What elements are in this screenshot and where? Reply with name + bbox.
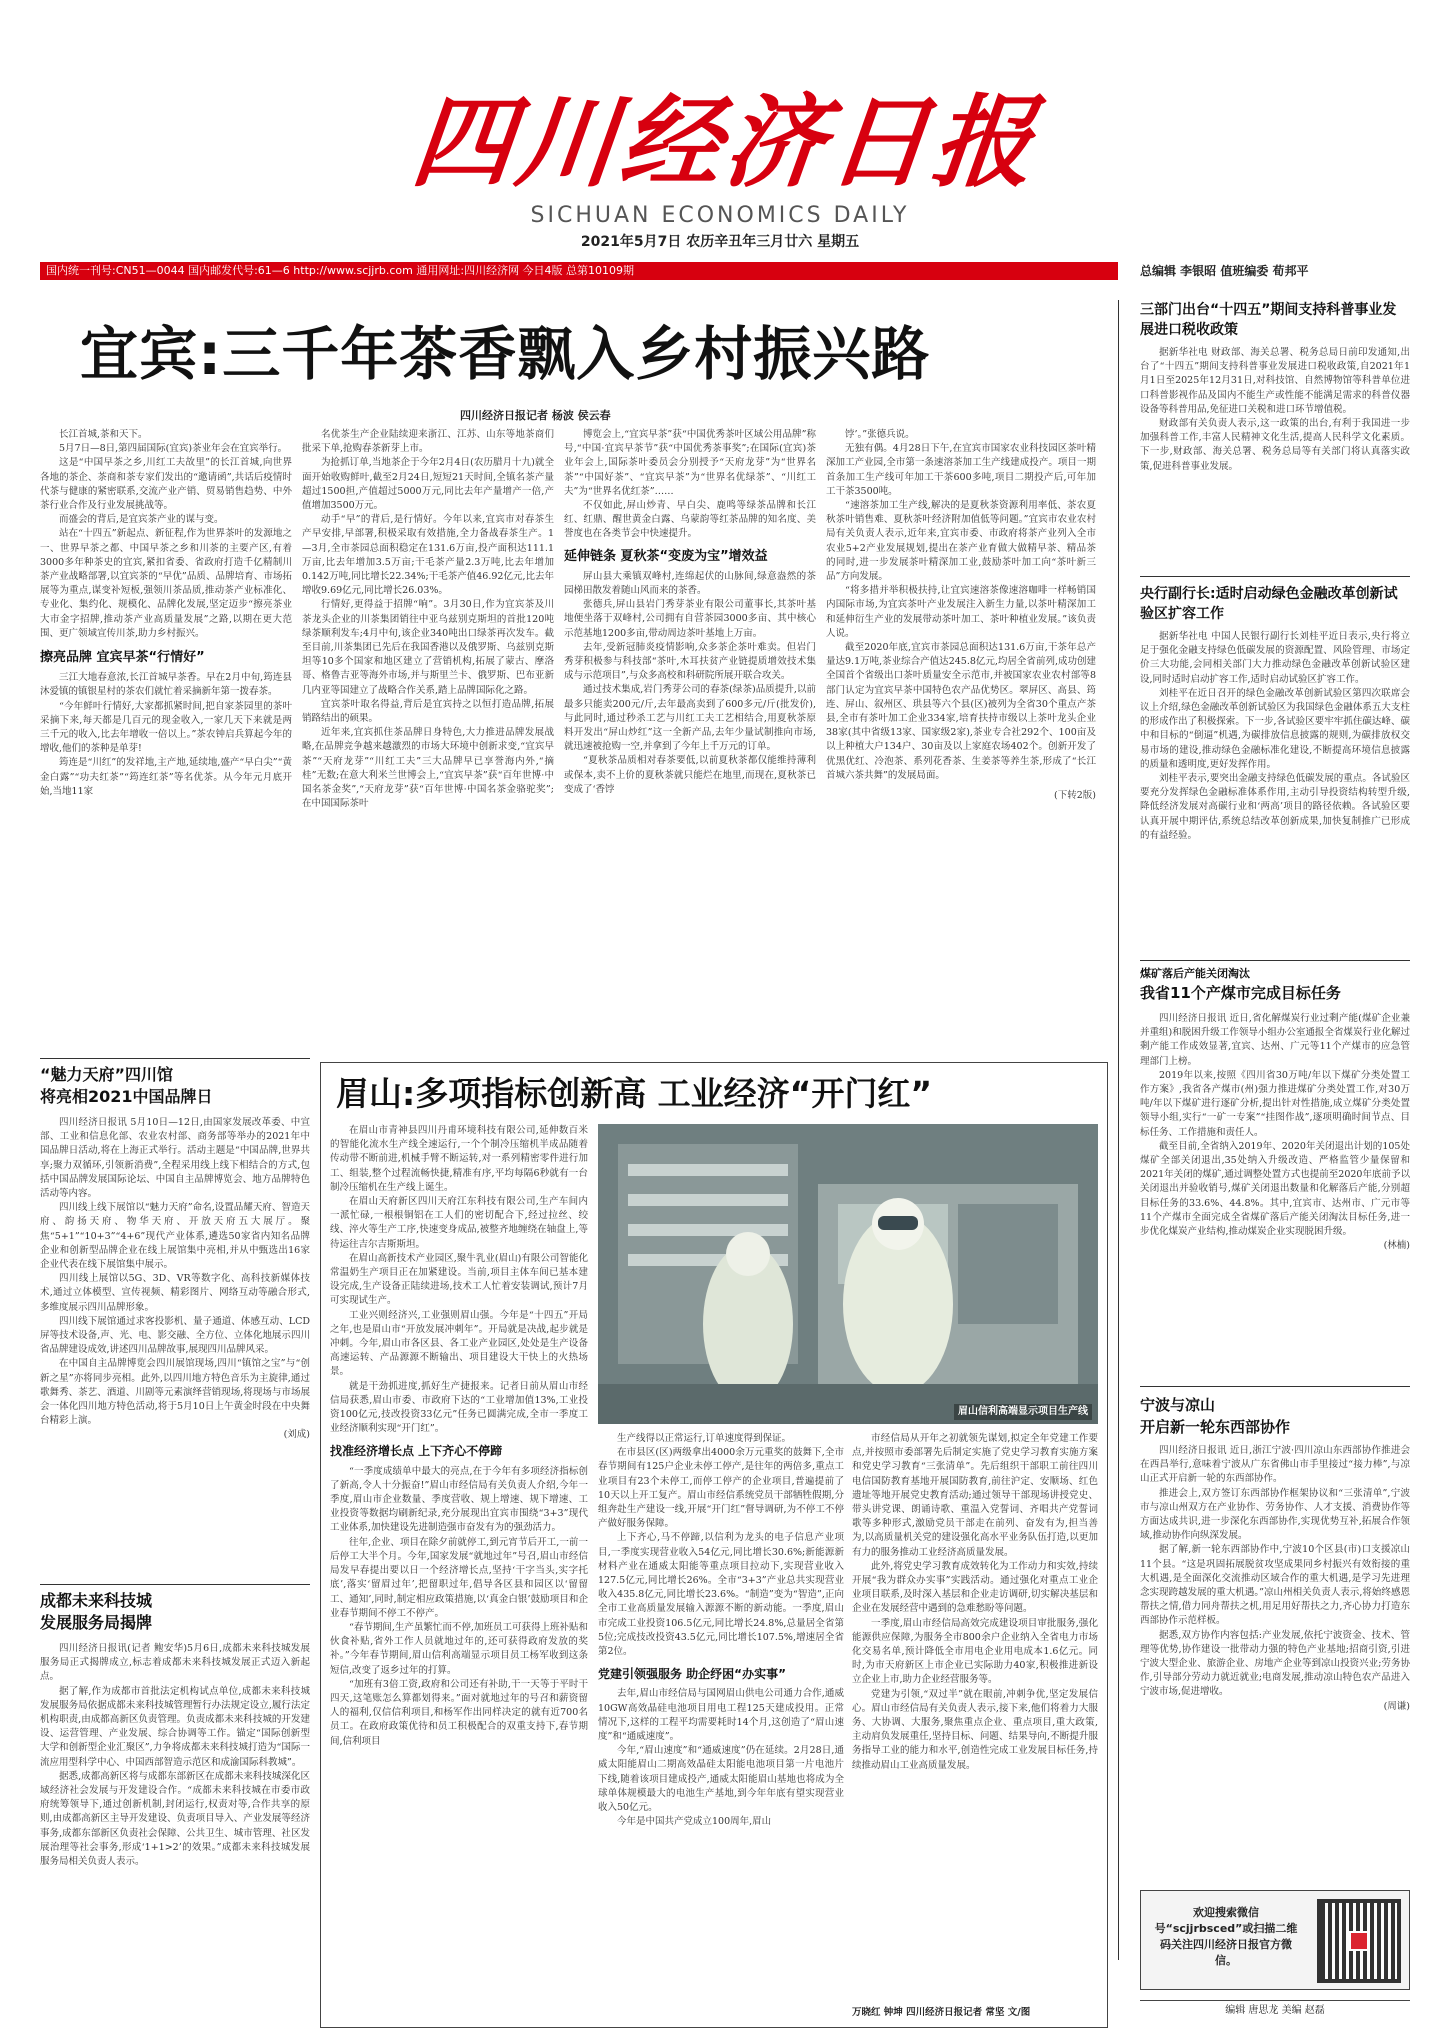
- right-story-4-title-2: 开启新一轮东西部协作: [1140, 1418, 1291, 1436]
- info-bar: [40, 262, 1118, 280]
- paragraph: “夏秋茶品质相对春茶要低,以前夏秋茶都仅能维持薄利或保本,卖不上价的夏秋茶就只能烂在地里,而现在,夏秋茶已变成了‘香饽: [564, 755, 816, 795]
- chengdu-body: [40, 1642, 310, 2032]
- meishan-title: 眉山:多项指标创新高 工业经济“开门红”: [336, 1074, 933, 1113]
- paragraph: “一季度成绩单中最大的亮点,在于今年有多项经济指标创了新高,令人十分振奋!”眉山市经信局有关负责人介绍,今年一季度,眉山市企业数量、季度营收、规上增速、规下增速、工业投资等数据均刷新纪录,充分展现出宜宾市围绕“3+3”现代工业体系,加快建设先进制造强市奋发有为的强劲活力。: [330, 1465, 588, 1534]
- photo-caption: 眉山信利高端显示项目生产线: [954, 1404, 1092, 1421]
- right-story-4-author: (周谦): [1383, 1700, 1410, 1712]
- paragraph: 在市县区(区)两级拿出4000余万元重奖的鼓舞下,全市春节期间有125户企业未停工停产,是往年的两倍多,重点工业项目有23个未停工,而停工停产的企业项目,普遍提前了10天以上开工复产。眉山市经信系统党员干部牺牲假期,分组奔赴生产建设一线,开展“开门红”督导调研,为不停工不停产做好服务保障。: [598, 1447, 844, 1530]
- lead-subhead-1: 擦亮品牌 宜宾早茶“行情好”: [40, 650, 205, 666]
- paragraph: 在中国自主品牌博览会四川展馆现场,四川“镇馆之宝”与“创新之星”亦将同步亮相。此外,以四川地方特色音乐为主旋律,通过歌舞秀、茶艺、酒道、川剧等元素演绎营销现场,将现场与市场展会一体化四川地方特色活动,将于5月10日上午黄金时段在中央舞台精彩上演。: [40, 1358, 310, 1427]
- lead-col-2: [302, 428, 554, 811]
- paragraph: 行情好,更得益于招牌“响”。3月30日,作为宜宾茶及川茶龙头企业的川茶集团销往中亚乌兹别克斯坦的首批120吨绿茶顺利发车;4月中旬,该企业340吨出口绿茶再次发车。截至目前,川茶集团已先后在我国香港以及俄罗斯、乌兹别克斯坦等10多个国家和地区建立了营销机构,拓展了蒙古、摩洛哥、格鲁吉亚等海外市场,并与斯里兰卡、俄罗斯、巴布亚新几内亚等国建立了战略合作关系,踏上品牌国际化之路。: [302, 599, 554, 696]
- paragraph: 无独有偶。4月28日下午,在宜宾市国家农业科技园区茶叶精深加工产业园,全市第一条速溶茶加工生产线建成投产。项目一期首条加工生产线可年加工干茶600多吨,项目二期投产后,可年加工干茶3500吨。: [826, 443, 1096, 497]
- paragraph: 据悉,成都高新区将与成都东部新区在成都未来科技城深化区域经济社会发展与开发建设合作。“成都未来科技城在市委市政府统筹领导下,通过创新机制,封闭运行,权责对等,合作共享的原则,由成都高新区主导开发建设、负责项目导入、产业发展等经济事务,成都东部新区负责社会保障、公共卫生、城市管理、社区发展治理等社会事务,形成‘1+1>2’的效果。”成都未来科技城发展服务局相关负责人表示。: [40, 1770, 310, 1868]
- paragraph: 通过技术集成,岩门秀芽公司的春茶(绿茶)品质提升,以前最多只能卖200元/斤,去年最高卖到了600多元/斤(批发价),与此同时,通过秒杀工艺与川红工夫工艺相结合,用夏秋茶原料开发出“屏山炒红”这一全新产品,去年少量试制推向市场,就迅速被抢购一空,并拿到了今年上千万元的订单。: [564, 684, 816, 753]
- paragraph: 四川经济日报讯 近日,浙江宁波·四川凉山东西部协作推进会在西昌举行,意味着宁波从广东省佛山市手里接过“接力棒”,与凉山正式开启新一轮的东西部协作。: [1140, 1445, 1410, 1485]
- tea-fair-title-2: 将亮相2021中国品牌日: [40, 1087, 213, 1106]
- paragraph: 截至目前,全省纳入2019年、2020年关闭退出计划的105处煤矿全部关闭退出,35处纳入升级改造、严格监管少量保留和2021年关闭的煤矿,通过调整处置方式也提前至2020年底前予以关闭退出并验收销号,煤矿关闭退出数量和化解落后产能,分别超目标任务的33.6%、44.8%。其中,宜宾市、达州市、广元市等11个产煤市全面完成全省煤矿落后产能关闭淘汰目标任务,进一步优化煤炭产业结构,推动煤炭企业实现脱困升级。: [1140, 1140, 1410, 1238]
- qr-box: [1140, 1890, 1410, 1990]
- paragraph: 财政部有关负责人表示,这一政策的出台,有利于我国进一步加强科普工作,丰富人民精神文化生活,提高人民科学文化素质。下一步,财政部、海关总署、税务总局等有关部门将认真落实政策,促进科普事业发展。: [1140, 418, 1410, 472]
- paragraph: 此外,将党史学习教育成效转化为工作动力和实效,持续开展“我为群众办实事”实践活动。通过强化对重点工业企业项目联系,及时深入基层和企业走访调研,切实解决基层和企业在发展经营中遇到的急难愁盼等问题。: [852, 1560, 1098, 1615]
- meishan-col-1: [330, 1124, 588, 2020]
- right-story-1-title: 三部门出台“十四五”期间支持科普事业发展进口税收政策: [1140, 302, 1397, 338]
- paragraph: 为抢抓订单,当地茶企于今年2月4日(农历腊月十九)就全面开始收购鲜叶,截至2月24日,短短21天时间,全镇名茶产量超过1500担,产值超过5000万元,同比去年产量增产一倍,产值增加3500万元。: [302, 457, 554, 512]
- right-story-3-body: [1140, 1012, 1410, 1253]
- lead-title: 宜宾:三千年茶香飘入乡村振兴路: [80, 320, 931, 388]
- paragraph: 饽’。”张德兵说。: [845, 429, 915, 440]
- paragraph: 在眉山天府新区四川天府江东科技有限公司,生产车间内一派忙碌,一根根铜铝在工人们的密切配合下,经过拉丝、绞线、淬火等生产工序,快速变身成品,被整齐地缠绕在轴盘上,等待运往吉尔吉斯斯坦。: [330, 1196, 588, 1250]
- right-story-3-author: (林楠): [1383, 1240, 1410, 1252]
- lead-col-1: [40, 428, 292, 799]
- paragraph: 在眉山高新技术产业园区,聚牛乳业(眉山)有限公司智能化常温奶生产项目正在加紧建设。当前,项目主体车间已基本建设完成,生产设备正陆续进场,技术工人忙着安装调试,预计7月可实现试生产。: [330, 1252, 588, 1307]
- divider: [1140, 960, 1410, 961]
- meishan-subhead-2: 党建引领强服务 助企纾困“办实事”: [598, 1667, 786, 1682]
- paragraph: 四川线下展馆通过求客投影机、量子通道、体感互动、LCD屏等技术设备,声、光、电、影交融、全方位、立体化地展示四川省品牌建设成效,讲述四川品牌故事,展现四川品牌风采。: [40, 1315, 310, 1356]
- lead-col-4: [826, 428, 1096, 803]
- paragraph: 一季度,眉山市经信局高效完成建设项目审批服务,强化能源供应保障,为服务全市800余户企业纳入全省电力市场化交易名单,预计降低全市用电企业用电成本1.6亿元。同时,为市天府新区上市企业已实际助力40家,积极推进新设立企业上市,助力企业经营服务等。: [852, 1617, 1098, 1686]
- continued-note: (下转2版): [1054, 790, 1096, 802]
- chengdu-title-2: 发展服务局揭牌: [40, 1613, 153, 1632]
- factory-photo: [598, 1124, 1098, 1424]
- paragraph: 2019年以来,按照《四川省30万吨/年以下煤矿分类处置工作方案》,我省各产煤市(州)强力推进煤矿分类处置工作,对30万吨/年以下煤矿进行逐矿分析,提出针对性措施,成立煤矿分类处置领导小组,实行“一矿一专案”“挂图作战”,逐项明确时间节点、目标任务、工作措施和责任人。: [1140, 1069, 1410, 1138]
- paragraph: “速溶茶加工生产线,解决的是夏秋茶资源利用率低、茶农夏秋茶叶销售难、夏秋茶叶经济附加值低等问题。”宜宾市农业农村局有关负责人表示,近年来,宜宾市委、市政府将茶产业列入全市农业5+2产业发展规划,提出在茶产业育做大做精早茶、精品茶的同时,进一步发展茶叶精深加工业,鼓励茶叶加工向“茶叶新三品”方向发展。: [826, 500, 1096, 583]
- right-story-2-title: 央行副行长:适时启动绿色金融改革创新试验区扩容工作: [1140, 586, 1398, 622]
- paragraph: 刘桂平表示,要突出金融支持绿色低碳发展的重点。各试验区要充分发挥绿色金融标准体系作用,主动引导投资结构转型升级,降低经济发展对高碳行业和‘两高’项目的路径依赖。各试验区要认真开展中期评估,系统总结改革创新成果,加快复制推广已形成的有益经验。: [1140, 773, 1410, 841]
- masthead-en: SICHUAN ECONOMICS DAILY: [530, 203, 910, 228]
- paragraph: 筠连是“川红”的发祥地,主产地,延续地,盛产“早白尖”“黄金白露”“功夫红茶”“筠连红茶”等名优茶。从今年元月底开始,当地11家: [40, 757, 292, 797]
- masthead-logo: [406, 82, 1044, 202]
- paragraph: “加班有3倍工资,政府和公司还有补助,干一天等于平时干四天,这笔账怎么算都划得来。”面对就地过年的号召和薪资留人的福利,仅信信利项目,和杨军作出同样决定的就有近700名员工。在政府政策优待和员工积极配合的双重支持下,春节期间,信利项目: [330, 1678, 588, 1747]
- paragraph: 四川经济日报讯 5月10日—12日,由国家发展改革委、中宣部、工业和信息化部、农业农村部、商务部等举办的2021年中国品牌日活动,将在上海正式举行。活动主题是“中国品牌,世界共享;聚力双循环,引领新消费”,全程采用线上线下相结合的方式,包括中国品牌发展国际论坛、中国自主品牌博览会、地方品牌特色活动等内容。: [40, 1117, 310, 1200]
- paragraph: 今年是中国共产党成立100周年,眉山: [617, 1816, 772, 1828]
- paragraph: 就是干劲抓进度,抓好生产捷报来。记者日前从眉山市经信局获悉,眉山市委、市政府下达的“工业增加值13%,工业投资100亿元,技改投资33亿元”任务已圆满完成,全市一季度工业经济顺利实现“开门红”。: [330, 1380, 588, 1435]
- tea-fair-title: [40, 1064, 310, 1108]
- paragraph: 在眉山市青神县四川丹甫环境科技有限公司,延伸数百米的智能化流水生产线全速运行,一个个制冷压缩机半成品随着传动带不断前进,机械手臂不断运转,对一系列精密零件进行加工、组装,整个过程流畅快捷,精准有序,平均每隔6秒就有一台制冷压缩机在生产线上诞生。: [330, 1125, 588, 1193]
- paragraph: 去年,受新冠肺炎疫情影响,众多茶企茶叶难卖。但岩门秀芽积极参与科技部“茶叶,木耳扶贫产业链提质增效技术集成与示范项目”,与众多高校和科研院所展开联合攻关。: [564, 641, 816, 682]
- paragraph: 今年,“眉山速度”和“通威速度”仍在延续。2月28日,通威太阳能眉山二期高效晶硅太阳能电池项目第一片电池片下线,随着该项目建成投产,通威太阳能眉山基地也将成为全球单体规模最大的电池生产基地,到今年年底有望实现营业收入50亿元。: [598, 1745, 844, 1814]
- paragraph: 博览会上,“宜宾早茶”获“中国优秀茶叶区域公用品牌”称号,“中国·宜宾早茶节”获“中国优秀茶事奖”;在国际(宜宾)茶业年会上,国际茶叶委员会分别授予“天府龙芽”为“世界名茶”“中国好茶”、“宜宾早茶”为“世界名优绿茶”、“川红工夫”为“世界名优红茶”……: [564, 429, 816, 497]
- paragraph: 推进会上,双方签订东西部协作框架协议和“三张清单”,宁波市与凉山州双方在产业协作、劳务协作、人才支援、消费协作等方面达成共识,进一步深化东西部协作,实现优势互补,拓展合作领域,推动协作向纵深发展。: [1140, 1487, 1410, 1542]
- paragraph: 屏山县大乘镇双峰村,连绵起伏的山脉间,绿意盎然的茶园梯田散发着随山风而来的茶香。: [564, 570, 816, 597]
- lead-byline: 四川经济日报记者 杨波 侯云春: [460, 409, 611, 422]
- paragraph: 而盛会的背后,是宜宾茶产业的谋与变。: [59, 514, 224, 526]
- meishan-byline: 万晓红 钟坤 四川经济日报记者 常坚 文/图: [852, 2007, 1031, 2018]
- divider: [1140, 576, 1410, 577]
- paragraph: 据了解,新一轮东西部协作中,宁波10个区县(市)口支援凉山11个县。“这是巩固拓展脱贫攻坚成果同乡村振兴有效衔接的重大机遇,是全面深化交流推动区域合作的重大机遇,是学习先进理念实现跨越发展的重大机遇。”凉山州相关负责人表示,将始终感恩帮扶之情,借力同舟帮扶之机,用足用好帮扶之力,齐心协力打造东西部协作示范样板。: [1140, 1544, 1410, 1627]
- right-story-4-body: [1140, 1444, 1410, 1884]
- paragraph: 站在“十四五”新起点、新征程,作为世界茶叶的发源地之一、世界早茶之都、中国早茶之乡和川茶的主要产区,有着3000多年种茶史的宜宾,紧扣省委、省政府打造千亿精制川茶产业战略部署,以宜宾茶的“早优”品质、品牌培育、市场拓展等为重点,谋变补短板,强领川茶品质,推动茶产业标准化、专业化、集约化、规模化、品牌化发展,坚定迈步“擦亮茶业大市金字招牌,推动茶产业高质量发展”之路,以期在更大范围、更广领域宣传川茶,助力乡村振兴。: [40, 528, 292, 639]
- paragraph: 市经信局从开年之初就领先谋划,拟定全年党建工作要点,并按照市委部署先后制定实施了党史学习教育实施方案和党史学习教育“三张清单”。先后组织干部职工前往四川电信国防教育基地开展国防教育,前往沪定、安顺场、红色遗址等地开展党史教育活动;通过领导干部现场讲授党史、带头讲党课、朗诵诗歌、重温入党誓词、齐唱共产党誓词歌等多种形式,激励党员干部走在前列、奋发有为,担当善为,以高质量机关党的建设强化高水平业务队伍打造,以更加有力的服务推动工业经济高质量发展。: [852, 1433, 1098, 1558]
- meishan-col-2: [598, 1432, 844, 2020]
- right-story-3-title: [1140, 966, 1410, 1004]
- masthead-title: 四川经济日报: [406, 82, 1044, 201]
- paragraph: 据新华社电 中国人民银行副行长刘桂平近日表示,央行将立足于强化金融支持绿色低碳发展的资源配置、风险管理、市场定价三大功能,会同相关部门大力推动绿色金融改革创新试验区建设,同时适时启动扩容工作,适时启动试验区扩容工作。: [1140, 631, 1410, 685]
- meishan-subhead-1: 找准经济增长点 上下齐心不停蹄: [330, 1444, 503, 1459]
- paragraph: 三江大地春意浓,长江首城早茶香。早在2月中旬,筠连县沐爱镇的镇银星村的茶农们就忙着采摘新年第一拨春茶。: [40, 672, 292, 698]
- paragraph: 据新华社电 财政部、海关总署、税务总局日前印发通知,出台了“十四五”期间支持科普事业发展进口税收政策,自2021年1月1日至2025年12月31日,对科技馆、自然博物馆等科普单位进口科普影视作品及国内不能生产或性能不能满足需求的科普仪器设备等科普用品,免征进口关税和进口环节增值税。: [1140, 347, 1410, 415]
- paragraph: 四川经济日报讯 近日,省化解煤炭行业过剩产能(煤矿企业兼并重组)和脱困升级工作领导小组办公室通报全省煤炭行业化解过剩产能工作成效显著,宜宾、达州、广元等11个产煤市的应急管理部门上榜。: [1140, 1013, 1410, 1067]
- paragraph: 四川线上展馆以5G、3D、VR等数字化、高科技新媒体技术,通过立体模型、宣传视频、精彩图片、网络互动等融合形式,多维度展示四川品牌形象。: [40, 1273, 310, 1313]
- paragraph: “将多措并举积极扶持,让宜宾速溶茶像速溶咖啡一样畅销国内国际市场,为宜宾茶叶产业发展注入新生力量,以茶叶精深加工和延伸衍生产业的发展带动茶叶加工、茶叶种植业发展。”该负责人说。: [826, 585, 1096, 639]
- paragraph: 张德兵,屏山县岩门秀芽茶业有限公司董事长,其茶叶基地便坐落于双峰村,公司拥有自营茶园3000多亩、其中核心示范基地1200多亩,带动周边茶叶基地上万亩。: [564, 599, 816, 639]
- paragraph: 党建为引领,“双过半”就在眼前,冲刺争优,坚定发展信心。眉山市经信局有关负责人表示,接下来,他们将着力大服务、大协调、大服务,聚焦重点企业、重点项目,重大政策,主动肩负发展重任,坚持目标、问题、结果导向,不断提升服务指导工业的能力和水平,创造性完成工业发展目标任务,持续推动眉山工业高质量发展。: [852, 1688, 1098, 1771]
- paragraph: 工业兴则经济兴,工业强则眉山强。今年是“十四五”开局之年,也是眉山市“开放发展冲刺年”。开局就是决战,起步就是冲刺。今年,眉山市各区县、各工业产业园区,处处是生产设备高速运转、产品源源不断输出、项目建设大干快上的火热场景。: [330, 1309, 588, 1378]
- paragraph: 这是“中国早茶之乡,川红工夫故里”的长江首城,向世界各地的茶企、茶商和茶专家们发出的“邀请函”,共话后疫情时代茶与健康的紧密联系,交流产业产销、贸易销售趋势、中外茶行业合作及行业发展挑战等。: [40, 457, 292, 512]
- right-story-3-headline: 我省11个产煤市完成目标任务: [1140, 984, 1341, 1002]
- page-editors: 编辑 唐思龙 美编 赵磊: [1140, 2000, 1410, 2019]
- paragraph: 不仅如此,屏山炒青、早白尖、鹿鸣等绿茶品牌和长江红、红鼎、醒世黄金白露、乌蒙韵等红茶品牌的知名度、美誉度也在各类节会中快速提升。: [564, 500, 816, 540]
- divider: [1140, 1386, 1410, 1387]
- paragraph: 四川经济日报讯(记者 鲍安华)5月6日,成都未来科技城发展服务局正式揭牌成立,标志着成都未来科技城发展正式迈入新起点。: [40, 1643, 310, 1683]
- lead-col-3: [564, 428, 816, 797]
- chengdu-title-1: 成都未来科技城: [40, 1591, 153, 1610]
- right-story-2-body: [1140, 630, 1410, 843]
- paragraph: 长江首城,茶和天下。: [59, 429, 148, 440]
- info-bar-text: 国内统一刊号:CN51—0044 国内邮发代号:61—6 http://www.scjjrb.com 通用网址:四川经济网 今日4版 总第10109期: [46, 264, 635, 277]
- factory-photo-art: [598, 1124, 1098, 1424]
- paragraph: 宜宾茶叶取名得益,背后是宜宾持之以恒打造品牌,拓展销路结出的硕果。: [302, 698, 554, 725]
- chief-editors: 总编辑 李银昭 值班编委 荀邦平: [1140, 264, 1309, 278]
- paragraph: “今年鲜叶行情好,大家都抓紧时间,把自家茶园里的茶叶采摘下来,每天都是几百元的现金收入,一家几天下来就是两三千元的收入,比去年增收一倍以上。”茶农钟启兵算起今年的增收,他们的茶种是单芽!: [40, 700, 292, 755]
- paragraph: 生产线得以正常运行,订单速度得到保证。: [617, 1433, 792, 1444]
- paragraph: 动手“早”的背后,是行情好。今年以来,宜宾市对春茶生产早安排,早部署,积极采取有效措施,全力备战春茶生产。1—3月,全市茶园总面积稳定在131.6万亩,投产面积达111.1万亩,比去年增加3.5万亩;干毛茶产量2.3万吨,比去年增加0.142万吨,同比增长22.34%;干毛茶产值46.92亿元,比去年增收9.69亿元,同比增长26.03%。: [302, 514, 554, 597]
- paragraph: 四川线上线下展馆以“魅力天府”命名,设置品耀天府、智造天府、韵扬天府、物华天府、开放天府五大展厅。聚焦“5+1”“10+3”“4+6”现代产业体系,遴选50家省内知名品牌企业和创新型品牌企业在线上展馆集中亮相,并从中甄选出16家企业代表在线下展馆集中展示。: [40, 1202, 310, 1271]
- right-story-3-kicker: 煤矿落后产能关闭淘汰: [1140, 967, 1250, 980]
- tea-fair-body: [40, 1116, 310, 1443]
- masthead-date: 2021年5月7日 农历辛丑年三月廿六 星期五: [580, 234, 860, 250]
- divider: [1118, 300, 1119, 1960]
- paragraph: 据悉,双方协作内容包括:产业发展,依托宁波资金、技术、管理等优势,协作建设一批带动力强的特色产业基地;招商引资,引进宁波大型企业、旅游企业、房地产企业等到凉山投资兴业;劳务协作,引导部分劳动力就近就业;电商发展,推动凉山特色农产品进入宁波市场,促进增收。: [1140, 1629, 1410, 1698]
- qr-text: 欢迎搜索微信号“scjjrbsced”或扫描二维码关注四川经济日报官方微信。: [1154, 1906, 1298, 1967]
- paragraph: 往年,企业、项目在除夕前就停工,到元宵节后开工,一前一后停工大半个月。今年,国家发展“就地过年”号召,眉山市经信局发早春提出要以日一个经济增长点,坚持‘干字当头,实字托底’,落实‘留眉过年’,把留职过年,倡导各区县和园区以‘留留工、通知’,同时,制定相应政策措施,以‘真金白银’鼓励项目和企业春节期间不停工不停产。: [330, 1536, 588, 1619]
- paragraph: 近年来,宜宾抓住茶品牌日身特色,大力推进品牌发展战略,在品牌竞争越来越激烈的市场大环境中创新求变,“宜宾早茶”“天府龙芽”“川红工夫”三大品牌早已享誉海内外,“摘桂”无数;在意大利米兰世博会上,“宜宾早茶”获“百年世博·中国名茶金奖”,“天府龙芽”获“百年世博·中国名茶金骆驼奖”;在中国国际茶叶: [302, 727, 554, 810]
- qr-center-logo: [1349, 1931, 1369, 1951]
- paragraph: 5月7日—8日,第四届国际(宜宾)茶业年会在宜宾举行。: [59, 443, 288, 455]
- paragraph: 上下齐心,马不停蹄,以信利为龙头的电子信息产业项目,一季度实现营业收入54亿元,同比增长30.6%;新能源新材料产业在通威太阳能等重点项目拉动下,实现营业收入127.5亿元,同比增长26%。全市“3+3”产业总共实现营业收入435.8亿元,同比增长23.6%。“制造”变为“智造”,正向全市工业高质量发展输入源源不断的新动能。一季度,眉山市完成工业投资106.5亿元,同比增长24.8%,总量居全省第5位;完成技改投资43.5亿元,同比增长107.5%,增速居全省第2位。: [598, 1532, 844, 1658]
- tea-fair-author: (刘成): [283, 1429, 310, 1441]
- paragraph: “春节期间,生产虽繁忙而不停,加班员工可获得上班补贴和伙食补贴,省外工作人员就地过年的,还可获得政府发放的奖补。”今年春节期间,眉山信利高端显示项目员工杨军收到这条短信,改变了返乡过年的打算。: [330, 1621, 588, 1676]
- tea-fair-title-1: “魅力天府”四川馆: [40, 1065, 174, 1084]
- right-story-1-body: [1140, 346, 1410, 474]
- chengdu-title: [40, 1590, 310, 1634]
- right-story-4-title: [1140, 1394, 1410, 1438]
- divider: [40, 1584, 310, 1585]
- right-story-4-title-1: 宁波与凉山: [1140, 1396, 1216, 1414]
- paragraph: 名优茶生产企业陆续迎来浙江、江苏、山东等地茶商们批采下单,抢购春茶新芽上市。: [302, 429, 554, 455]
- meishan-col-3: [852, 1432, 1098, 2002]
- paragraph: 截至2020年底,宜宾市茶园总面积达131.6万亩,干茶年总产量达9.1万吨,茶业综合产值达245.8亿元,均居全省前列,成功创建全国首个省级出口茶叶质量安全示范市,并被国家农业农村部等8部门认定为宜宾早茶中国特色农产品优势区。翠屏区、高县、筠连、屏山、叙州区、珙县等六个县(区)被列为全省30个重点产茶县,全市有茶叶加工企业334家,培育扶持市级以上茶叶龙头企业38家(其中省级13家、国家级2家),茶业专合社292个、100亩及以上种植大户134户、30亩及以上家庭农场402个。创新开发了优黑优红、冷泡茶、系列花香茶、生姜茶等养生茶,形成了“长江首城六茶共舞”的发展局面。: [826, 642, 1096, 781]
- lead-subhead-2: 延伸链条 夏秋茶“变废为宝”增效益: [564, 548, 768, 564]
- masthead: [0, 0, 1444, 278]
- paragraph: 刘桂平在近日召开的绿色金融改革创新试验区第四次联席会议上介绍,绿色金融改革创新试验区为我国绿色金融体系五大支柱的形成作出了积极探索。下一步,各试验区要牢牢抓住碳达峰、碳中和目标的“倒逼”机遇,为碳排放信息披露的规则,为碳排放权交易市场的建设,推动绿色金融标准化建设,不断提高环境信息披露的质量和透明度,更好发挥作用。: [1140, 687, 1410, 770]
- paragraph: 据了解,作为成都市首批法定机构试点单位,成都未来科技城发展服务局依据成都未来科技城管理暂行办法规定设立,履行法定机构职责,由成都高新区负责管理。负责成都未来科技城的开发建设、运营管理、产业发展、综合协调等工作。锚定“国际创新型大学和创新型企业汇聚区”,力争将成都未来科技城打造为“国际一流应用型科学中心、中国西部智造示范区和成渝国际科教城”。: [40, 1685, 310, 1768]
- qr-code-icon[interactable]: [1317, 1899, 1401, 1983]
- paragraph: 去年,眉山市经信局与国网眉山供电公司通力合作,通威10GW高效晶硅电池项目用电工程125天建成投用。正常情况下,这样的工程平均需要耗时14个月,这创造了“眉山速度”和“通威速度”。: [598, 1688, 844, 1743]
- divider: [40, 1058, 310, 1059]
